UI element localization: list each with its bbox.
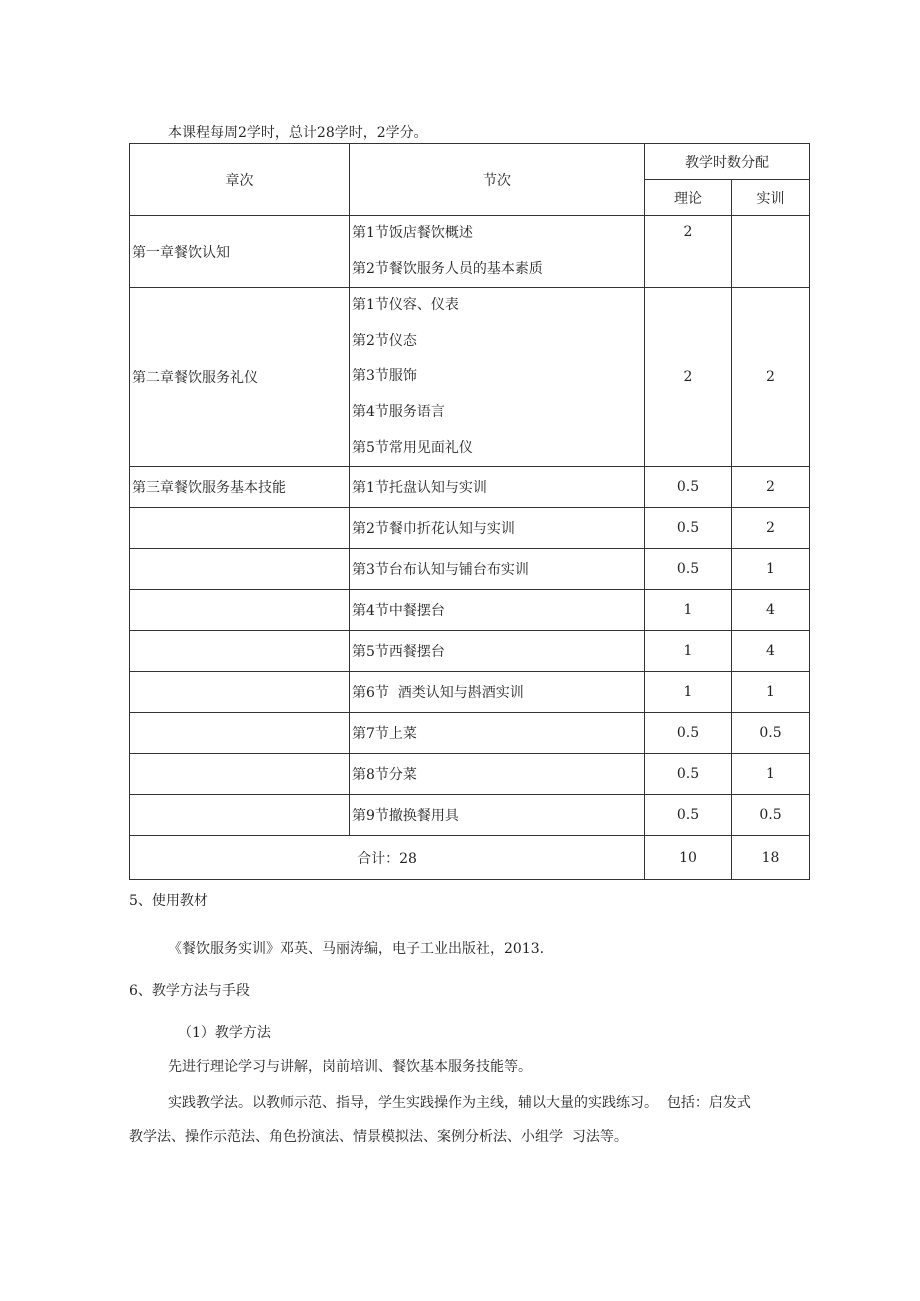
theory-cell: 1 [645, 631, 732, 672]
empty-chapter-cell [130, 795, 350, 836]
section-cell: 第1节托盘认知与实训 [350, 467, 645, 508]
section-cell: 第5节西餐摆台 [350, 631, 645, 672]
empty-chapter-cell [130, 590, 350, 631]
practice-cell: 4 [732, 631, 810, 672]
header-hours: 教学时数分配 [645, 144, 810, 180]
total-theory: 10 [645, 836, 732, 880]
table-row [130, 590, 810, 631]
table-header-row [130, 144, 810, 180]
chapter-cell: 第一章餐饮认知 [130, 216, 350, 288]
section-cell: 第7节上菜 [350, 713, 645, 754]
theory-cell: 2 [645, 216, 732, 288]
practice-cell [732, 216, 810, 288]
practice-cell: 1 [732, 549, 810, 590]
practice-cell: 1 [732, 754, 810, 795]
table-row [130, 795, 810, 836]
paragraph: 实践教学法。以教师示范、指导，学生实践操作为主线，辅以大量的实践练习。 包括：启发式 [168, 1095, 751, 1111]
table-row [130, 754, 810, 795]
paragraph: 先进行理论学习与讲解，岗前培训、餐饮基本服务技能等。 [168, 1059, 532, 1075]
section-cell [350, 216, 645, 288]
theory-cell: 0.5 [645, 549, 732, 590]
chapter-cell: 第二章餐饮服务礼仪 [130, 288, 350, 467]
table-row [130, 631, 810, 672]
schedule-table [129, 143, 810, 880]
table-row [130, 508, 810, 549]
total-practice: 18 [732, 836, 810, 880]
section-item: 第4节服务语言 [352, 403, 445, 420]
table-total-row [130, 836, 810, 880]
section-cell: 第2节餐巾折花认知与实训 [350, 508, 645, 549]
section-item: 第1节仪容、仪表 [352, 297, 459, 314]
section-cell: 第9节撤换餐用具 [350, 795, 645, 836]
practice-cell: 2 [732, 288, 810, 467]
practice-cell: 2 [732, 467, 810, 508]
section-item: 第2节餐饮服务人员的基本素质 [352, 260, 543, 277]
section-item: 第2节仪态 [352, 332, 417, 349]
theory-cell: 2 [645, 288, 732, 467]
table-row [130, 549, 810, 590]
section-cell: 第3节台布认知与铺台布实训 [350, 549, 645, 590]
header-practice: 实训 [732, 180, 810, 216]
practice-cell: 0.5 [732, 795, 810, 836]
methods-subheading: （1）教学方法 [178, 1025, 271, 1041]
section-cell [350, 288, 645, 467]
theory-cell: 0.5 [645, 467, 732, 508]
practice-cell: 1 [732, 672, 810, 713]
theory-cell: 0.5 [645, 754, 732, 795]
theory-cell: 1 [645, 590, 732, 631]
section-item: 第3节服饰 [352, 368, 417, 385]
textbook-heading: 5、使用教材 [129, 893, 208, 909]
table-row [130, 288, 810, 467]
table-row [130, 467, 810, 508]
theory-cell: 0.5 [645, 713, 732, 754]
theory-cell: 1 [645, 672, 732, 713]
table-row [130, 713, 810, 754]
header-chapter: 章次 [130, 144, 350, 216]
theory-cell: 0.5 [645, 795, 732, 836]
textbook-citation: 《餐饮服务实训》邓英、马丽涛编，电子工业出版社，2013. [168, 941, 545, 957]
practice-cell: 4 [732, 590, 810, 631]
section-item: 第5节常用见面礼仪 [352, 439, 473, 456]
paragraph: 教学法、操作示范法、角色扮演法、情景模拟法、案例分析法、小组学 习法等。 [129, 1129, 628, 1145]
intro-text: 本课程每周2学时，总计28学时，2学分。 [168, 125, 428, 141]
section-cell: 第4节中餐摆台 [350, 590, 645, 631]
empty-chapter-cell [130, 754, 350, 795]
header-theory: 理论 [645, 180, 732, 216]
chapter-cell: 第三章餐饮服务基本技能 [130, 467, 350, 508]
header-section: 节次 [350, 144, 645, 216]
table-row [130, 672, 810, 713]
empty-chapter-cell [130, 508, 350, 549]
total-label: 合计：28 [130, 836, 645, 880]
practice-cell: 0.5 [732, 713, 810, 754]
methods-heading: 6、教学方法与手段 [129, 983, 250, 999]
empty-chapter-cell [130, 713, 350, 754]
table-row [130, 216, 810, 288]
empty-chapter-cell [130, 549, 350, 590]
section-cell: 第6节 酒类认知与斟酒实训 [350, 672, 645, 713]
empty-chapter-cell [130, 672, 350, 713]
empty-chapter-cell [130, 631, 350, 672]
section-cell: 第8节分菜 [350, 754, 645, 795]
theory-cell: 0.5 [645, 508, 732, 549]
section-item: 第1节饭店餐饮概述 [352, 225, 473, 241]
practice-cell: 2 [732, 508, 810, 549]
